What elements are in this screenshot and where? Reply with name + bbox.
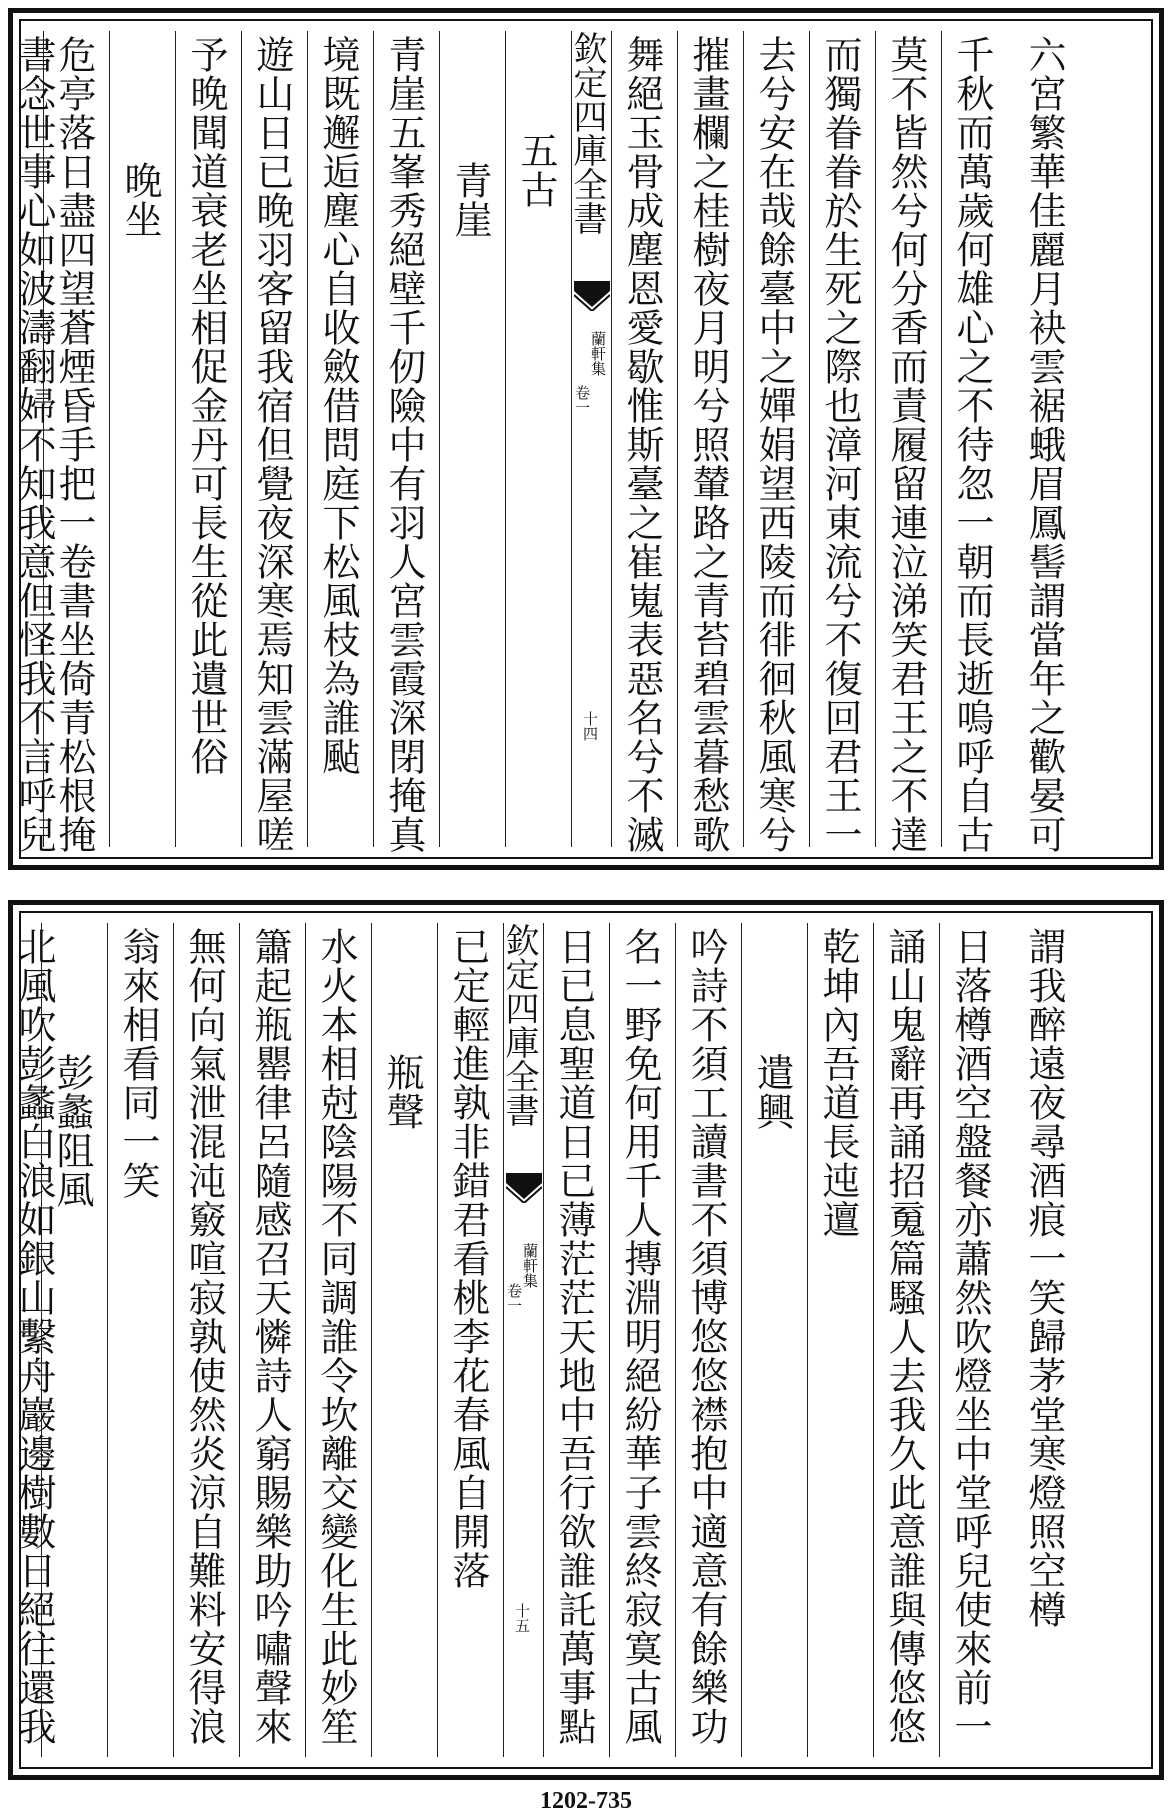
text-column	[1007, 31, 1079, 854]
text-column	[239, 923, 305, 1757]
column-text: 遊山日已晚羽客留我宿但覺夜深寒焉知雲滿屋嗟	[250, 35, 294, 854]
column-text: 青崖五峯秀絕壁千仞險中有羽人宮雲霞深閉掩真	[382, 35, 426, 854]
column-text: 莫不皆然兮何分香而責履留連泣涕笑君王之不達	[884, 35, 928, 854]
book-name: 蘭軒集	[589, 331, 607, 376]
text-column	[743, 31, 809, 854]
text-column	[307, 31, 373, 847]
folio-number: 十四	[581, 711, 599, 741]
text-column	[0, 923, 56, 1757]
column-text: 無何向氣泄混沌竅喧寂孰使然炎涼自難料安得浪	[182, 927, 226, 1746]
fish-tail-mark	[506, 1173, 541, 1203]
text-column	[107, 923, 173, 1757]
text-column	[175, 31, 241, 847]
section-heading: 五古	[514, 131, 558, 209]
bottom-page	[8, 900, 1164, 1780]
column-text: 已定輕進孰非錯君看桃李花春風自開落	[446, 927, 490, 1590]
bottom-page-frame	[12, 911, 1153, 1769]
poem-title: 彭蠡阻風	[50, 1053, 94, 1209]
poem-title: 青崖	[448, 161, 492, 239]
text-column	[371, 923, 437, 1757]
text-column	[505, 31, 571, 847]
column-text: 千秋而萬歲何雄心之不待忽一朝而長逝嗚呼自古	[950, 35, 994, 854]
juan-label: 卷一	[505, 1283, 523, 1313]
column-text: 予晚聞道衰老坐相促金丹可長生從此遺世俗	[184, 35, 228, 776]
text-column	[875, 31, 941, 854]
juan-label: 卷一	[573, 385, 591, 415]
text-column	[439, 31, 505, 847]
column-text: 書念世事心如波濤翻婦不知我意但怪我不言呼兒	[12, 35, 56, 854]
text-column	[609, 923, 675, 1757]
text-column	[543, 923, 609, 1757]
column-text: 誦山鬼辭再誦招䰟篇騷人去我久此意誰與傳悠悠	[882, 927, 926, 1746]
text-column	[741, 923, 807, 1757]
text-column	[305, 923, 371, 1757]
page-number: 1202-735	[540, 1788, 632, 1814]
text-column	[675, 923, 741, 1757]
column-text: 摧畫欄之桂樹夜月明兮照輦路之青苔碧雲暮愁歌	[686, 35, 730, 854]
column-text: 日落樽酒空盤餐亦蕭然吹燈坐中堂呼兒使來前一	[948, 927, 992, 1746]
text-column	[873, 923, 939, 1757]
book-name: 蘭軒集	[521, 1243, 539, 1288]
top-page-frame	[12, 19, 1153, 859]
text-column	[373, 31, 439, 854]
column-text: 舞絕玉骨成塵恩愛歇惟斯臺之崔嵬表惡名兮不滅	[620, 35, 664, 854]
text-column	[807, 923, 873, 1757]
book-header-title: 欽定四庫全書	[567, 31, 607, 235]
text-column	[939, 923, 1005, 1757]
text-column	[173, 923, 239, 1757]
column-text: 境既邂逅塵心自收斂借問庭下松風枝為誰颭	[316, 35, 360, 776]
text-column	[0, 31, 56, 854]
column-text: 乾坤內吾道長迍邅	[816, 927, 860, 1239]
poem-title: 瓶聲	[380, 1053, 424, 1131]
column-text: 而獨眷眷於生死之際也漳河東流兮不復回君王一	[818, 35, 862, 854]
center-fold	[499, 923, 543, 1757]
column-text: 簫起瓶罌律呂隨感召天憐詩人窮賜樂助吟嘯聲來	[248, 927, 292, 1746]
column-text: 危亭落日盡四望蒼煙昏手把一卷書坐倚青松根掩	[52, 35, 96, 854]
center-fold	[567, 31, 611, 847]
text-column	[941, 31, 1007, 854]
text-column	[1005, 923, 1079, 1757]
fish-tail-mark	[574, 281, 609, 311]
text-column	[109, 31, 175, 847]
column-text: 水火本相尅陰陽不同調誰令坎離交變化生此妙笙	[314, 927, 358, 1746]
text-column	[809, 31, 875, 854]
text-column	[241, 31, 307, 854]
text-column	[611, 31, 677, 854]
folio-number: 十五	[513, 1603, 531, 1633]
column-text: 去兮安在哉餘臺中之嬋娟望西陵而徘徊秋風寒兮	[752, 35, 796, 854]
column-text: 謂我醉遠夜尋酒痕一笑歸茅堂寒燈照空樽	[1022, 927, 1066, 1629]
top-page	[8, 8, 1164, 870]
column-text: 翁來相看同一笑	[116, 927, 160, 1200]
poem-title: 晚坐	[118, 161, 162, 239]
text-column	[437, 923, 503, 1757]
book-header-title: 欽定四庫全書	[499, 923, 539, 1127]
column-text: 名一野免何用千人摶淵明絕紛華子雲終寂寞古風	[618, 927, 662, 1746]
column-text: 吟詩不須工讀書不須博悠悠襟抱中適意有餘樂功	[684, 927, 728, 1746]
text-column	[677, 31, 743, 854]
column-text: 北風吹彭蠡白浪如銀山繫舟巖邊樹數日絕往還我	[12, 927, 56, 1746]
poem-title: 遣興	[750, 1053, 794, 1131]
column-text: 六宮繁華佳麗月袂雲裾蛾眉鳳髻謂當年之歡晏可	[1022, 35, 1066, 854]
column-text: 日已息聖道日已薄茫茫天地中吾行欲誰託萬事點	[552, 927, 596, 1746]
